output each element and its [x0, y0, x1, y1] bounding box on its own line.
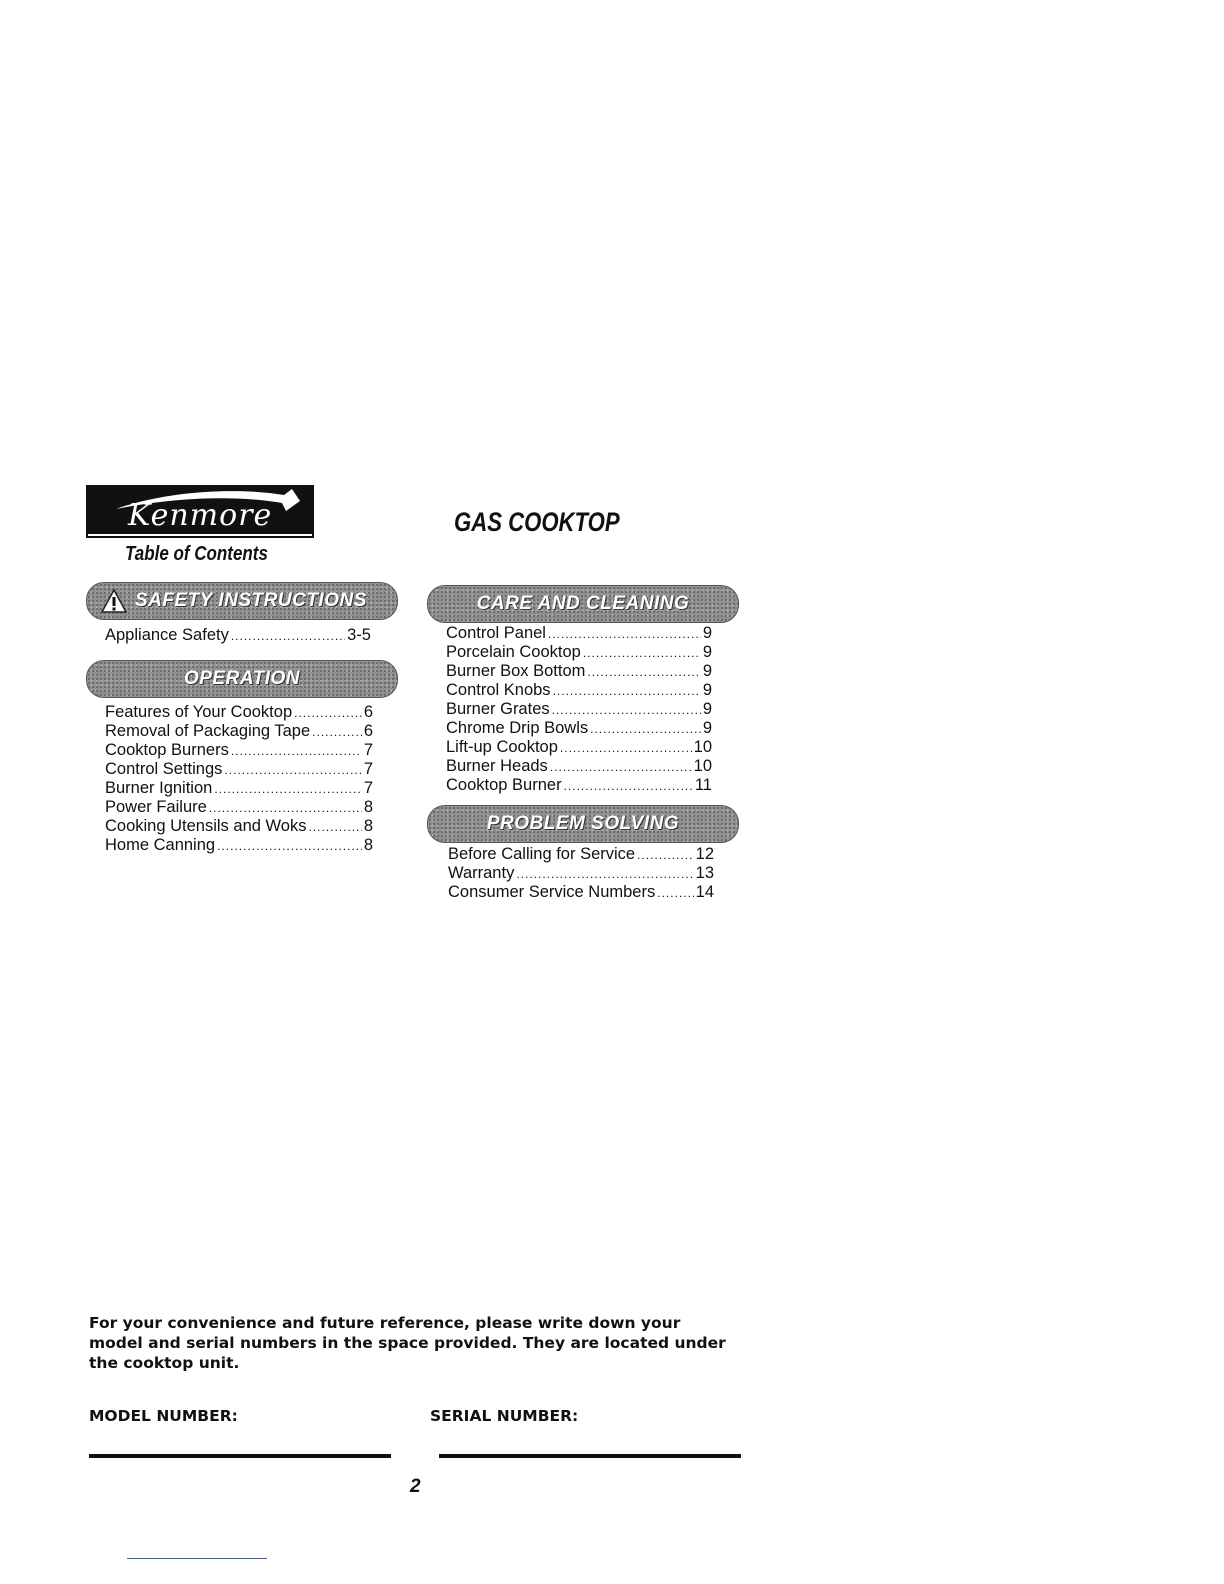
toc-item-label: Chrome Drip Bowls [446, 719, 589, 737]
toc-leader-dots [590, 720, 701, 738]
toc-leader-dots [214, 780, 361, 798]
toc-item-label: Warranty [448, 864, 515, 882]
model-number-line [89, 1454, 391, 1458]
section-title-care: CARE AND CLEANING [476, 593, 690, 614]
toc-item-label: Burner Grates [446, 700, 550, 718]
toc-item [105, 626, 371, 645]
toc-item-page: 10 [693, 738, 712, 756]
toc-leader-dots [231, 742, 362, 760]
toc-item [105, 836, 373, 855]
toc-leader-dots [552, 701, 701, 719]
toc-item-page: 8 [363, 836, 373, 854]
toc-leader-dots [657, 884, 693, 902]
toc-item-page: 7 [363, 741, 373, 759]
toc-item [105, 722, 373, 741]
toc-item [448, 845, 714, 864]
toc-item-page: 3-5 [347, 626, 371, 644]
toc-item [446, 757, 712, 776]
toc-leader-dots [308, 818, 361, 836]
toc-item-page: 9 [702, 643, 712, 661]
toc-item-label: Removal of Packaging Tape [105, 722, 311, 740]
section-title-problem: PROBLEM SOLVING [486, 813, 680, 834]
toc-item [446, 643, 712, 662]
section-header-operation [86, 660, 398, 698]
toc-list-problem [448, 845, 714, 902]
page-number: 2 [410, 1476, 421, 1497]
toc-item [446, 776, 712, 795]
toc-leader-dots [516, 865, 693, 883]
toc-leader-dots [637, 846, 694, 864]
toc-title: Table of Contents [125, 543, 268, 565]
toc-leader-dots [564, 777, 693, 795]
toc-list-care [446, 624, 712, 795]
toc-item-label: Control Panel [446, 624, 546, 642]
toc-item-page: 6 [363, 703, 373, 721]
toc-item-page: 6 [363, 722, 373, 740]
warning-icon [101, 588, 127, 614]
toc-list-operation [105, 703, 373, 855]
toc-leader-dots [553, 682, 701, 700]
footer-rule [127, 1558, 267, 1559]
toc-item [105, 741, 373, 760]
toc-item-label: Lift-up Cooktop [446, 738, 558, 756]
toc-leader-dots [583, 644, 701, 662]
toc-item-page: 9 [702, 681, 712, 699]
toc-leader-dots [560, 739, 692, 757]
toc-item-label: Burner Box Bottom [446, 662, 586, 680]
toc-item [105, 779, 373, 798]
toc-item [105, 703, 373, 722]
toc-item-label: Before Calling for Service [448, 845, 636, 863]
toc-item [446, 681, 712, 700]
section-header-care [427, 585, 739, 623]
toc-item-page: 11 [694, 776, 712, 794]
toc-item [446, 738, 712, 757]
toc-item [448, 864, 714, 883]
toc-item-page: 9 [702, 624, 712, 642]
toc-item-label: Power Failure [105, 798, 207, 816]
toc-item-page: 10 [693, 757, 712, 775]
toc-leader-dots [231, 627, 345, 645]
toc-leader-dots [294, 704, 362, 722]
toc-item [446, 662, 712, 681]
toc-item-page: 12 [695, 845, 714, 863]
toc-item [105, 798, 373, 817]
toc-item-page: 8 [363, 798, 373, 816]
toc-item [105, 817, 373, 836]
toc-item-page: 9 [702, 700, 712, 718]
logo-text: Kenmore [128, 498, 273, 533]
toc-item-page: 13 [695, 864, 714, 882]
section-header-problem [427, 805, 739, 843]
toc-item-label: Burner Ignition [105, 779, 213, 797]
toc-item [448, 883, 714, 902]
document-title: GAS COOKTOP [454, 507, 620, 537]
kenmore-logo [86, 485, 314, 538]
toc-item-label: Porcelain Cooktop [446, 643, 581, 661]
toc-leader-dots [224, 761, 361, 779]
serial-number-line [439, 1454, 741, 1458]
section-header-safety [86, 582, 398, 620]
toc-item-label: Appliance Safety [105, 626, 229, 644]
toc-item-page: 8 [363, 817, 373, 835]
toc-item-page: 9 [702, 719, 712, 737]
model-number-label: MODEL NUMBER: [89, 1407, 238, 1425]
toc-leader-dots [587, 663, 700, 681]
toc-item-label: Consumer Service Numbers [448, 883, 656, 901]
toc-leader-dots [217, 837, 362, 855]
toc-item-label: Home Canning [105, 836, 216, 854]
toc-item-page: 14 [695, 883, 714, 901]
toc-item [446, 624, 712, 643]
toc-item-label: Cooking Utensils and Woks [105, 817, 307, 835]
toc-leader-dots [209, 799, 362, 817]
toc-item [446, 700, 712, 719]
serial-number-label: SERIAL NUMBER: [430, 1407, 579, 1425]
toc-item-label: Cooktop Burner [446, 776, 562, 794]
toc-item-label: Features of Your Cooktop [105, 703, 293, 721]
toc-list-safety [105, 626, 371, 645]
toc-item-label: Control Knobs [446, 681, 551, 699]
toc-item-page: 9 [702, 662, 712, 680]
toc-item [105, 760, 373, 779]
reference-note: For your convenience and future reference, please write down your model and serial numbers in the space provided. They are located under the cooktop unit. [89, 1314, 726, 1372]
section-title-safety: SAFETY INSTRUCTIONS [135, 590, 367, 611]
toc-leader-dots [312, 723, 362, 741]
toc-leader-dots [548, 625, 701, 643]
toc-item-label: Control Settings [105, 760, 223, 778]
toc-item-page: 7 [363, 779, 373, 797]
toc-item [446, 719, 712, 738]
section-title-operation: OPERATION [183, 668, 301, 689]
toc-item-label: Burner Heads [446, 757, 548, 775]
toc-item-label: Cooktop Burners [105, 741, 229, 759]
toc-item-page: 7 [363, 760, 373, 778]
toc-leader-dots [550, 758, 692, 776]
